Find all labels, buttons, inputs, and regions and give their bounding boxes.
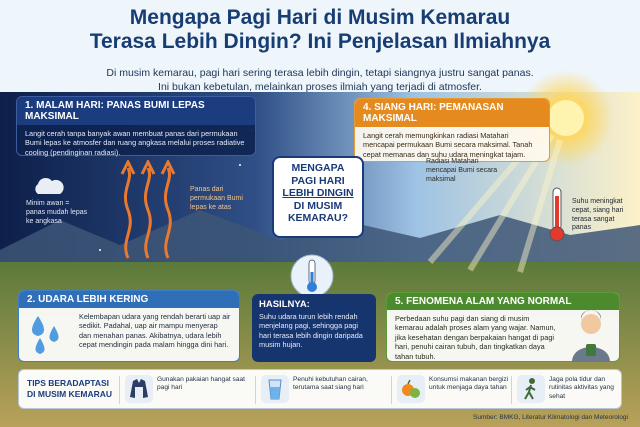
night-panel bbox=[16, 96, 256, 156]
result-body: Suhu udara turun lebih rendah menjelang pagi, sehingga pagi hari terasa lebih dingin daripada musim hujan. bbox=[259, 312, 363, 349]
jacket-icon bbox=[125, 375, 153, 403]
thermometer-cold-icon bbox=[290, 254, 334, 298]
tip-text: Penuhi kebutuhan cairan, terutama saat siang hari bbox=[293, 376, 368, 392]
tips-divider bbox=[119, 376, 120, 404]
tips-divider bbox=[255, 376, 256, 404]
tips-title: TIPS BERADAPTASI DI MUSIM KEMARAU bbox=[27, 378, 112, 399]
dry-air-heading: 2. UDARA LEBIH KERING bbox=[19, 291, 239, 308]
walking-person-icon bbox=[517, 375, 545, 403]
tip-item bbox=[397, 374, 523, 406]
title-line-1: Mengapa Pagi Hari di Musim Kemarau bbox=[129, 6, 511, 29]
tips-bar bbox=[18, 369, 622, 409]
result-heading: HASILNYA: bbox=[259, 299, 310, 310]
cloud-icon bbox=[30, 176, 66, 196]
water-drops-icon bbox=[26, 312, 66, 358]
sun-note: Radiasi Matahari mencapai Bumi secara maksimal bbox=[426, 158, 498, 183]
tips-divider bbox=[391, 376, 392, 404]
thermo-note: Suhu meningkat cepat, siang hari terasa sangat panas bbox=[572, 198, 624, 232]
tips-divider bbox=[511, 376, 512, 404]
center-line-1: MENGAPA bbox=[291, 162, 345, 174]
day-panel-heading: 4. SIANG HARI: PEMANASAN MAKSIMAL bbox=[355, 99, 549, 127]
normal-body: Perbedaan suhu pagi dan siang di musim kemarau adalah proses alam yang wajar. Namun, jika kesehatan dengan berpakaian hangat di pagi hari, penuhi cairan tubuh, dan tingkatkan daya tahan tubuh. bbox=[395, 314, 556, 361]
page-title bbox=[0, 6, 640, 54]
center-question bbox=[272, 156, 364, 238]
day-panel bbox=[354, 98, 550, 162]
night-panel-heading: 1. MALAM HARI: PANAS BUMI LEPAS MAKSIMAL bbox=[17, 97, 255, 125]
source-credit: Sumber: BMKG, Literatur Klimatologi dan Meteorologi bbox=[473, 414, 628, 421]
center-line-5: KEMARAU? bbox=[287, 212, 349, 224]
page-subtitle bbox=[40, 66, 600, 94]
tip-item bbox=[517, 374, 621, 406]
moon-icon bbox=[246, 108, 270, 138]
tip-item bbox=[261, 374, 387, 406]
title-line-2: Terasa Lebih Dingin? Ini Penjelasan Ilmiahnya bbox=[89, 30, 551, 53]
night-panel-body: Langit cerah tanpa banyak awan membuat panas dari permukaan Bumi lepas ke atmosfer dan ruang angkasa melalui proses radiative cooling (pendinginan radiasi). bbox=[25, 129, 245, 157]
fruit-icon bbox=[397, 375, 425, 403]
center-line-3: LEBIH DINGIN bbox=[282, 187, 354, 199]
tip-text: Gunakan pakaian hangat saat pagi hari bbox=[157, 376, 245, 392]
dry-air-body: Kelembapan udara yang rendah berarti uap air sedikit. Padahal, uap air mampu menyerap dan menahan panas. Akibatnya, udara lebih cepat mendingin pada malam hingga dini hari. bbox=[79, 312, 231, 350]
water-glass-icon bbox=[261, 375, 289, 403]
cloud-note: Minim awan = panas mudah lepas ke angkasa bbox=[26, 200, 88, 225]
normal-heading: 5. FENOMENA ALAM YANG NORMAL bbox=[387, 293, 619, 310]
heat-arrows-icon bbox=[118, 160, 178, 260]
tip-text: Konsumsi makanan bergizi untuk menjaga daya tahan bbox=[429, 376, 509, 392]
center-line-4: DI MUSIM bbox=[293, 199, 343, 212]
tip-item bbox=[125, 374, 251, 406]
person-icon bbox=[566, 310, 616, 362]
heat-note: Panas dari permukaan Bumi lepas ke atas bbox=[190, 186, 243, 211]
day-panel-body: Langit cerah memungkinkan radiasi Matahari mencapai permukaan Bumi secara maksimal. Tanah cepat memanas dan suhu udara meningkat tajam. bbox=[363, 131, 533, 159]
subtitle-line-1: Di musim kemarau, pagi hari sering terasa lebih dingin, tetapi siangnya justru sangat panas. bbox=[106, 67, 534, 79]
thermometer-hot-icon bbox=[546, 186, 568, 244]
subtitle-line-2: Ini bukan kebetulan, melainkan proses ilmiah yang terjadi di atmosfer. bbox=[158, 81, 482, 93]
center-line-2: PAGI HARI bbox=[291, 174, 345, 187]
tip-text: Jaga pola tidur dan rutinitas aktivitas yang sehat bbox=[549, 376, 614, 400]
result-box bbox=[252, 294, 376, 362]
